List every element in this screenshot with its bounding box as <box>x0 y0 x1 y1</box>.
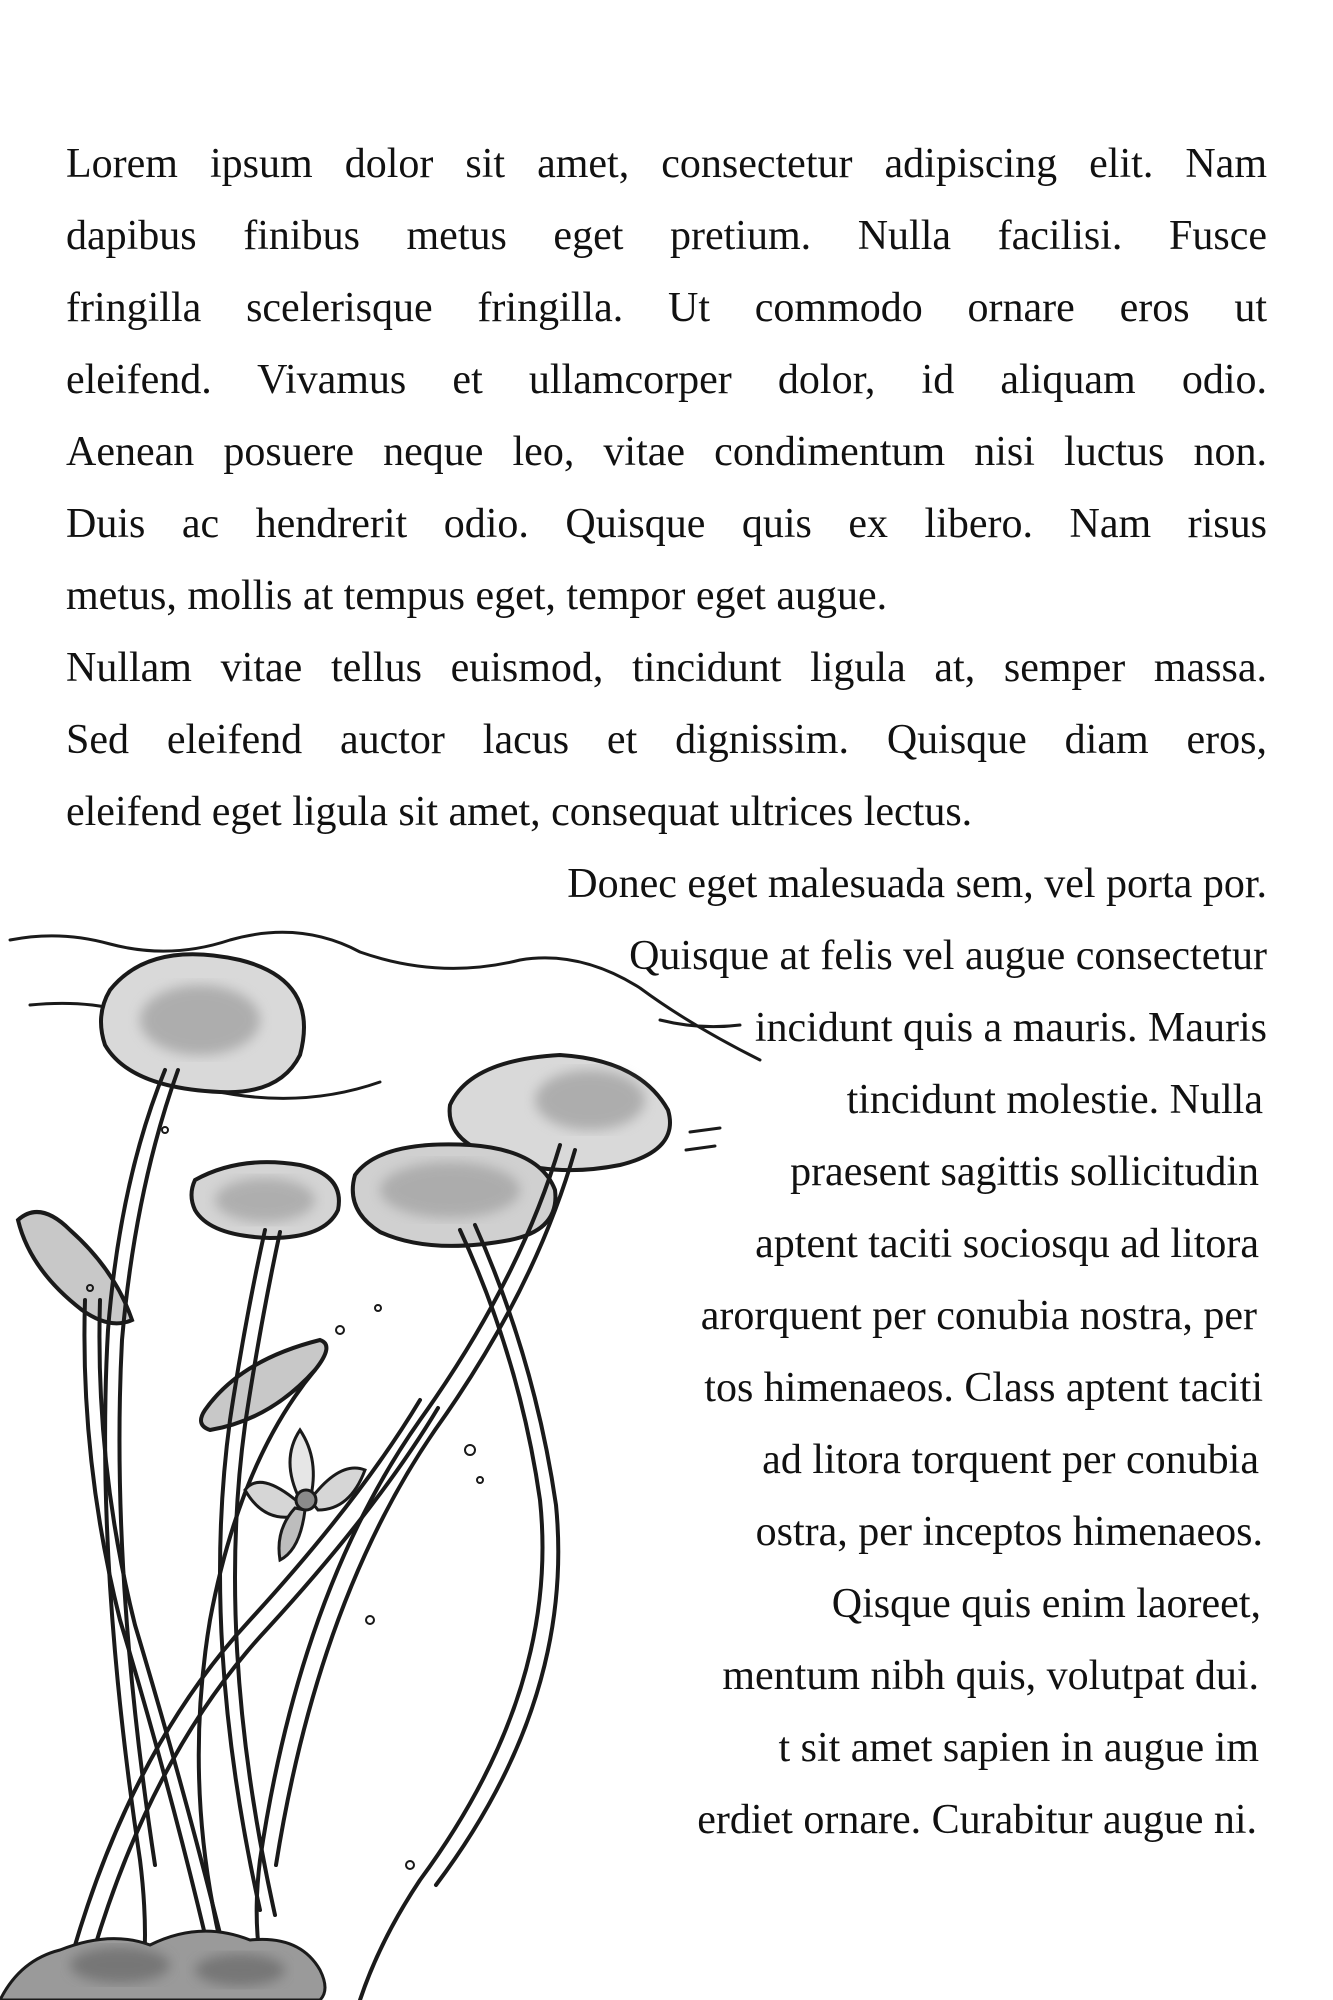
paragraph-line: eleifend eget ligula sit amet, consequat ultrices lectus. <box>66 789 973 835</box>
water-lily-illustration <box>0 860 800 2000</box>
paragraph-line: erdiet ornare. Curabitur augue ni. <box>697 1797 1257 1843</box>
paragraph-line: incidunt quis a mauris. Mauris <box>754 1005 1267 1051</box>
paragraph-line: t sit amet sapien in augue im <box>778 1725 1259 1771</box>
paragraph-line: eleifend. Vivamus et ullamcorper dolor, id aliquam odio. <box>66 357 1267 403</box>
paragraph-line: aptent taciti sociosqu ad litora <box>755 1221 1259 1267</box>
paragraph-line: metus, mollis at tempus eget, tempor eget augue. <box>66 573 888 619</box>
paragraph-line: Donec eget malesuada sem, vel porta por. <box>567 861 1267 907</box>
paragraph-line: Duis ac hendrerit odio. Quisque quis ex libero. Nam risus <box>66 501 1267 547</box>
paragraph-line: mentum nibh quis, volutpat dui. <box>722 1653 1259 1699</box>
paragraph-2 <box>66 632 1267 848</box>
paragraph-line: Sed eleifend auctor lacus et dignissim. Quisque diam eros, <box>66 717 1267 763</box>
paragraph-line: dapibus finibus metus eget pretium. Nulla facilisi. Fusce <box>66 213 1267 259</box>
riverbed-rocks <box>0 1931 325 2000</box>
paragraph-line: arorquent per conubia nostra, per <box>700 1293 1257 1339</box>
paragraph-line: Qisque quis enim laoreet, <box>831 1581 1261 1627</box>
paragraph-line: Lorem ipsum dolor sit amet, consectetur adipiscing elit. Nam <box>66 141 1267 187</box>
paragraph-1 <box>66 128 1267 632</box>
paragraph-line: Quisque at felis vel augue consectetur <box>629 933 1267 979</box>
lily-pads <box>18 954 670 1430</box>
paragraph-line: Aenean posuere neque leo, vitae condimentum nisi luctus non. <box>66 429 1267 475</box>
paragraph-line: ostra, per inceptos himenaeos. <box>755 1509 1263 1555</box>
paragraph-line: praesent sagittis sollicitudin <box>790 1149 1259 1195</box>
paragraph-line: tincidunt molestie. Nulla <box>846 1077 1263 1123</box>
paragraph-line: fringilla scelerisque fringilla. Ut commodo ornare eros ut <box>66 285 1267 331</box>
paragraph-line: tos himenaeos. Class aptent taciti <box>704 1365 1263 1411</box>
paragraph-line: ad litora torquent per conubia <box>762 1437 1259 1483</box>
paragraph-line: Nullam vitae tellus euismod, tincidunt ligula at, semper massa. <box>66 645 1267 691</box>
